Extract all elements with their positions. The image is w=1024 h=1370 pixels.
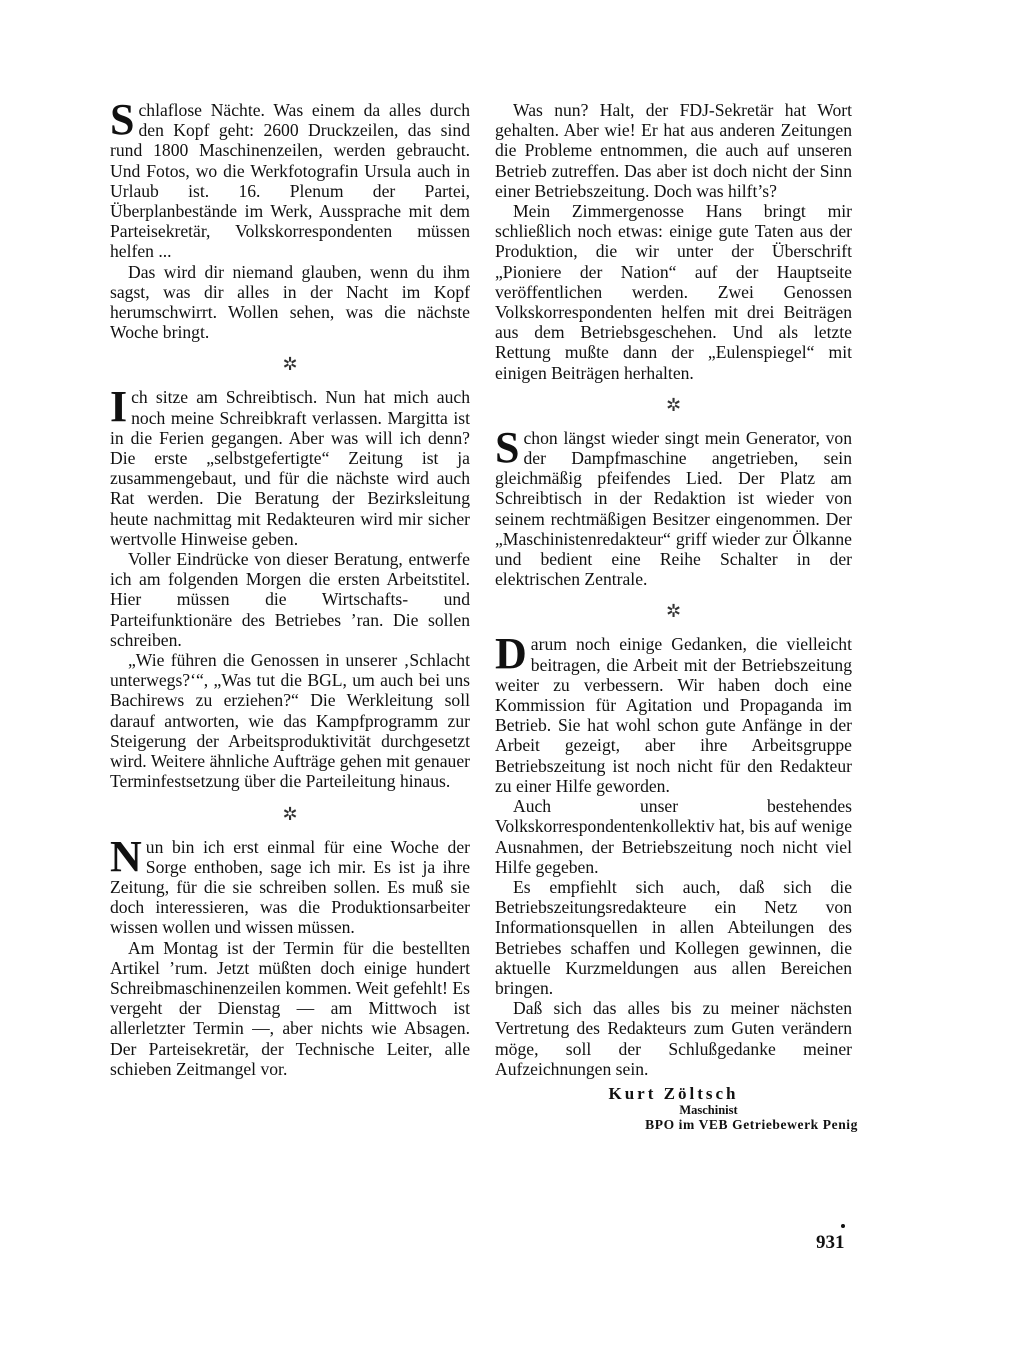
page-number: 931 xyxy=(816,1232,845,1253)
paragraph: Mein Zimmergenosse Hans bringt mir schließlich noch etwas: einige gute Taten aus der Produktion, die wir unter der Überschrift „Pioniere der Nation“ auf der Hauptseite veröffentlichen werden. Zwei Genossen Volkskorrespondenten helfen mit drei Beiträgen aus dem Betriebsgeschehen. Und als letzte Rettung mußte dann der „Eulenspiegel“ mit einigen Beiträgen herhalten. xyxy=(495,201,852,383)
section-separator-star: ✲ xyxy=(282,803,298,824)
paragraph xyxy=(495,422,852,590)
drop-cap: S xyxy=(495,422,520,472)
paragraph-text: arum noch einige Gedanken, die vielleicht beitragen, die Arbeit mit der Betriebszeitung weiter zu verbessern. Wir haben doch eine Kommission für Agitation und Propaganda im Betrieb. Sie hat wohl schon gute Anfänge in der Arbeit gezeigt, aber ihre Arbeitsgruppe Betriebszeitung ist noch nicht für den Redakteur zu einer Hilfe geworden. xyxy=(495,634,852,796)
paragraph: Daß sich das alles bis zu meiner nächsten Vertretung des Redakteurs zum Guten verändern möge, soll der Schlußgedanke meiner Aufzeichnungen sein. xyxy=(495,998,852,1079)
paragraph: Es empfiehlt sich auch, daß sich die Betriebszeitungsredakteure ein Netz von Informationsquellen in allen Abteilungen des Betriebes schaffen und Kollegen gewinnen, die aktuelle Kurzmeldungen aus allen Bereichen bringen. xyxy=(495,876,852,998)
paragraph: Voller Eindrücke von dieser Beratung, entwerfe ich am folgenden Morgen die ersten Arbeitstitel. Hier müssen die Wirtschafts- und Parteifunktionäre des Betriebes ’ran. Die sollen schreiben. xyxy=(110,549,470,650)
paragraph: Am Montag ist der Termin für die bestellten Artikel ’rum. Jetzt müßten doch einige hundert Schreibmaschinenzeilen kommen. Weit gefehlt! Es vergeht der Dienstag — am Mittwoch ist allerletzter Termin —, aber nichts wie Absagen. Der Parteisekretär, der Technische Leiter, alle schieben Zeitmangel vor. xyxy=(110,937,470,1079)
paragraph xyxy=(110,831,470,938)
author-affiliation: BPO im VEB Getriebewerk Penig xyxy=(645,1116,858,1132)
paragraph: Das wird dir niemand glauben, wenn du ihm sagst, was dir alles in der Nacht im Kopf herumschwirrt. Wollen sehen, was die nächste Woche bringt. xyxy=(110,261,470,343)
paragraph xyxy=(110,382,470,549)
right-column xyxy=(495,100,858,1133)
paragraph-text: ch sitze am Schreibtisch. Nun hat mich auch noch meine Schreibkraft verlassen. Margitta ist in die Ferien gegangen. Aber was will ich denn? Die erste „selbstgefertigte“ Zeitung ist ja zusammengebaut, und für die nächste wird auch Rat werden. Die Beratung der Bezirksleitung heute nachmittag mit Redakteuren wird mir sicher wertvolle Hinweise geben. xyxy=(110,387,470,549)
section-separator-star: ✲ xyxy=(665,601,682,622)
paragraph xyxy=(110,95,470,262)
page-number-dot xyxy=(841,1224,845,1228)
paragraph xyxy=(495,629,852,796)
paragraph-text: un bin ich erst einmal für eine Woche der Sorge enthoben, sage ich mir. Es ist ja ihre Zeitung, für die sie schreiben sollen. Es muß sie doch interessieren, was die Produktionsarbeiter wissen wollen und wissen müssen. xyxy=(110,836,470,938)
drop-cap: D xyxy=(495,629,527,679)
paragraph: „Wie führen die Genossen in unserer ‚Schlacht unterwegs?‘“, „Was tut die BGL, um auch bei uns Bachirews zu erziehen?“ Die Werkleitung soll darauf antworten, wie das Kampfprogramm zur Steigerung der Arbeitsproduktivität durchgesetzt wird. Weitere ähnliche Aufträge gehen mit genauer Terminfestsetzung über die Parteileitung hinaus. xyxy=(110,650,470,792)
left-column xyxy=(110,95,470,1079)
paragraph-text: chlaflose Nächte. Was einem da alles durch den Kopf geht: 2600 Druckzeilen, das sind rund 1800 Maschinenzeilen, werden gebraucht. Und Fotos, wo die Werkfotografin Ursula auch in Urlaub ist. 16. Plenum der Partei, Überplanbestände im Werk, Aussprache mit dem Parteisekretär, Volkskorrespondenten müssen helfen ... xyxy=(110,100,470,262)
section-separator-star: ✲ xyxy=(282,354,298,375)
paragraph: Auch unser bestehendes Volkskorrespondentenkollektiv hat, bis auf wenige Ausnahmen, der Betriebszeitung noch nicht viel Hilfe gegeben. xyxy=(495,796,852,877)
section-separator-star: ✲ xyxy=(665,394,682,415)
drop-cap: I xyxy=(110,382,128,432)
paragraph-text: chon längst wieder singt mein Generator, von der Dampfmaschine angetrieben, sein gleichmäßig pfeifendes Lied. Der Platz am Schreibtisch in der Redaktion ist wieder von seinem rechtmäßigen Besitzer eingenommen. Der „Maschinistenredakteur“ griff wieder zur Ölkanne und bedient eine Reihe Schalter in der elektrischen Zentrale. xyxy=(495,427,852,590)
author-role: Maschinist xyxy=(679,1102,738,1117)
paragraph: Was nun? Halt, der FDJ-Sekretär hat Wort gehalten. Aber wie! Er hat aus anderen Zeitungen die Probleme entnommen, die auch auf unseren Betrieb zutreffen. Das aber ist doch nicht der Sinn einer Betriebszeitung. Doch was hilft’s? xyxy=(495,100,852,201)
drop-cap: S xyxy=(110,95,135,144)
author-name: Kurt Zöltsch xyxy=(608,1083,739,1103)
drop-cap: N xyxy=(110,831,142,881)
